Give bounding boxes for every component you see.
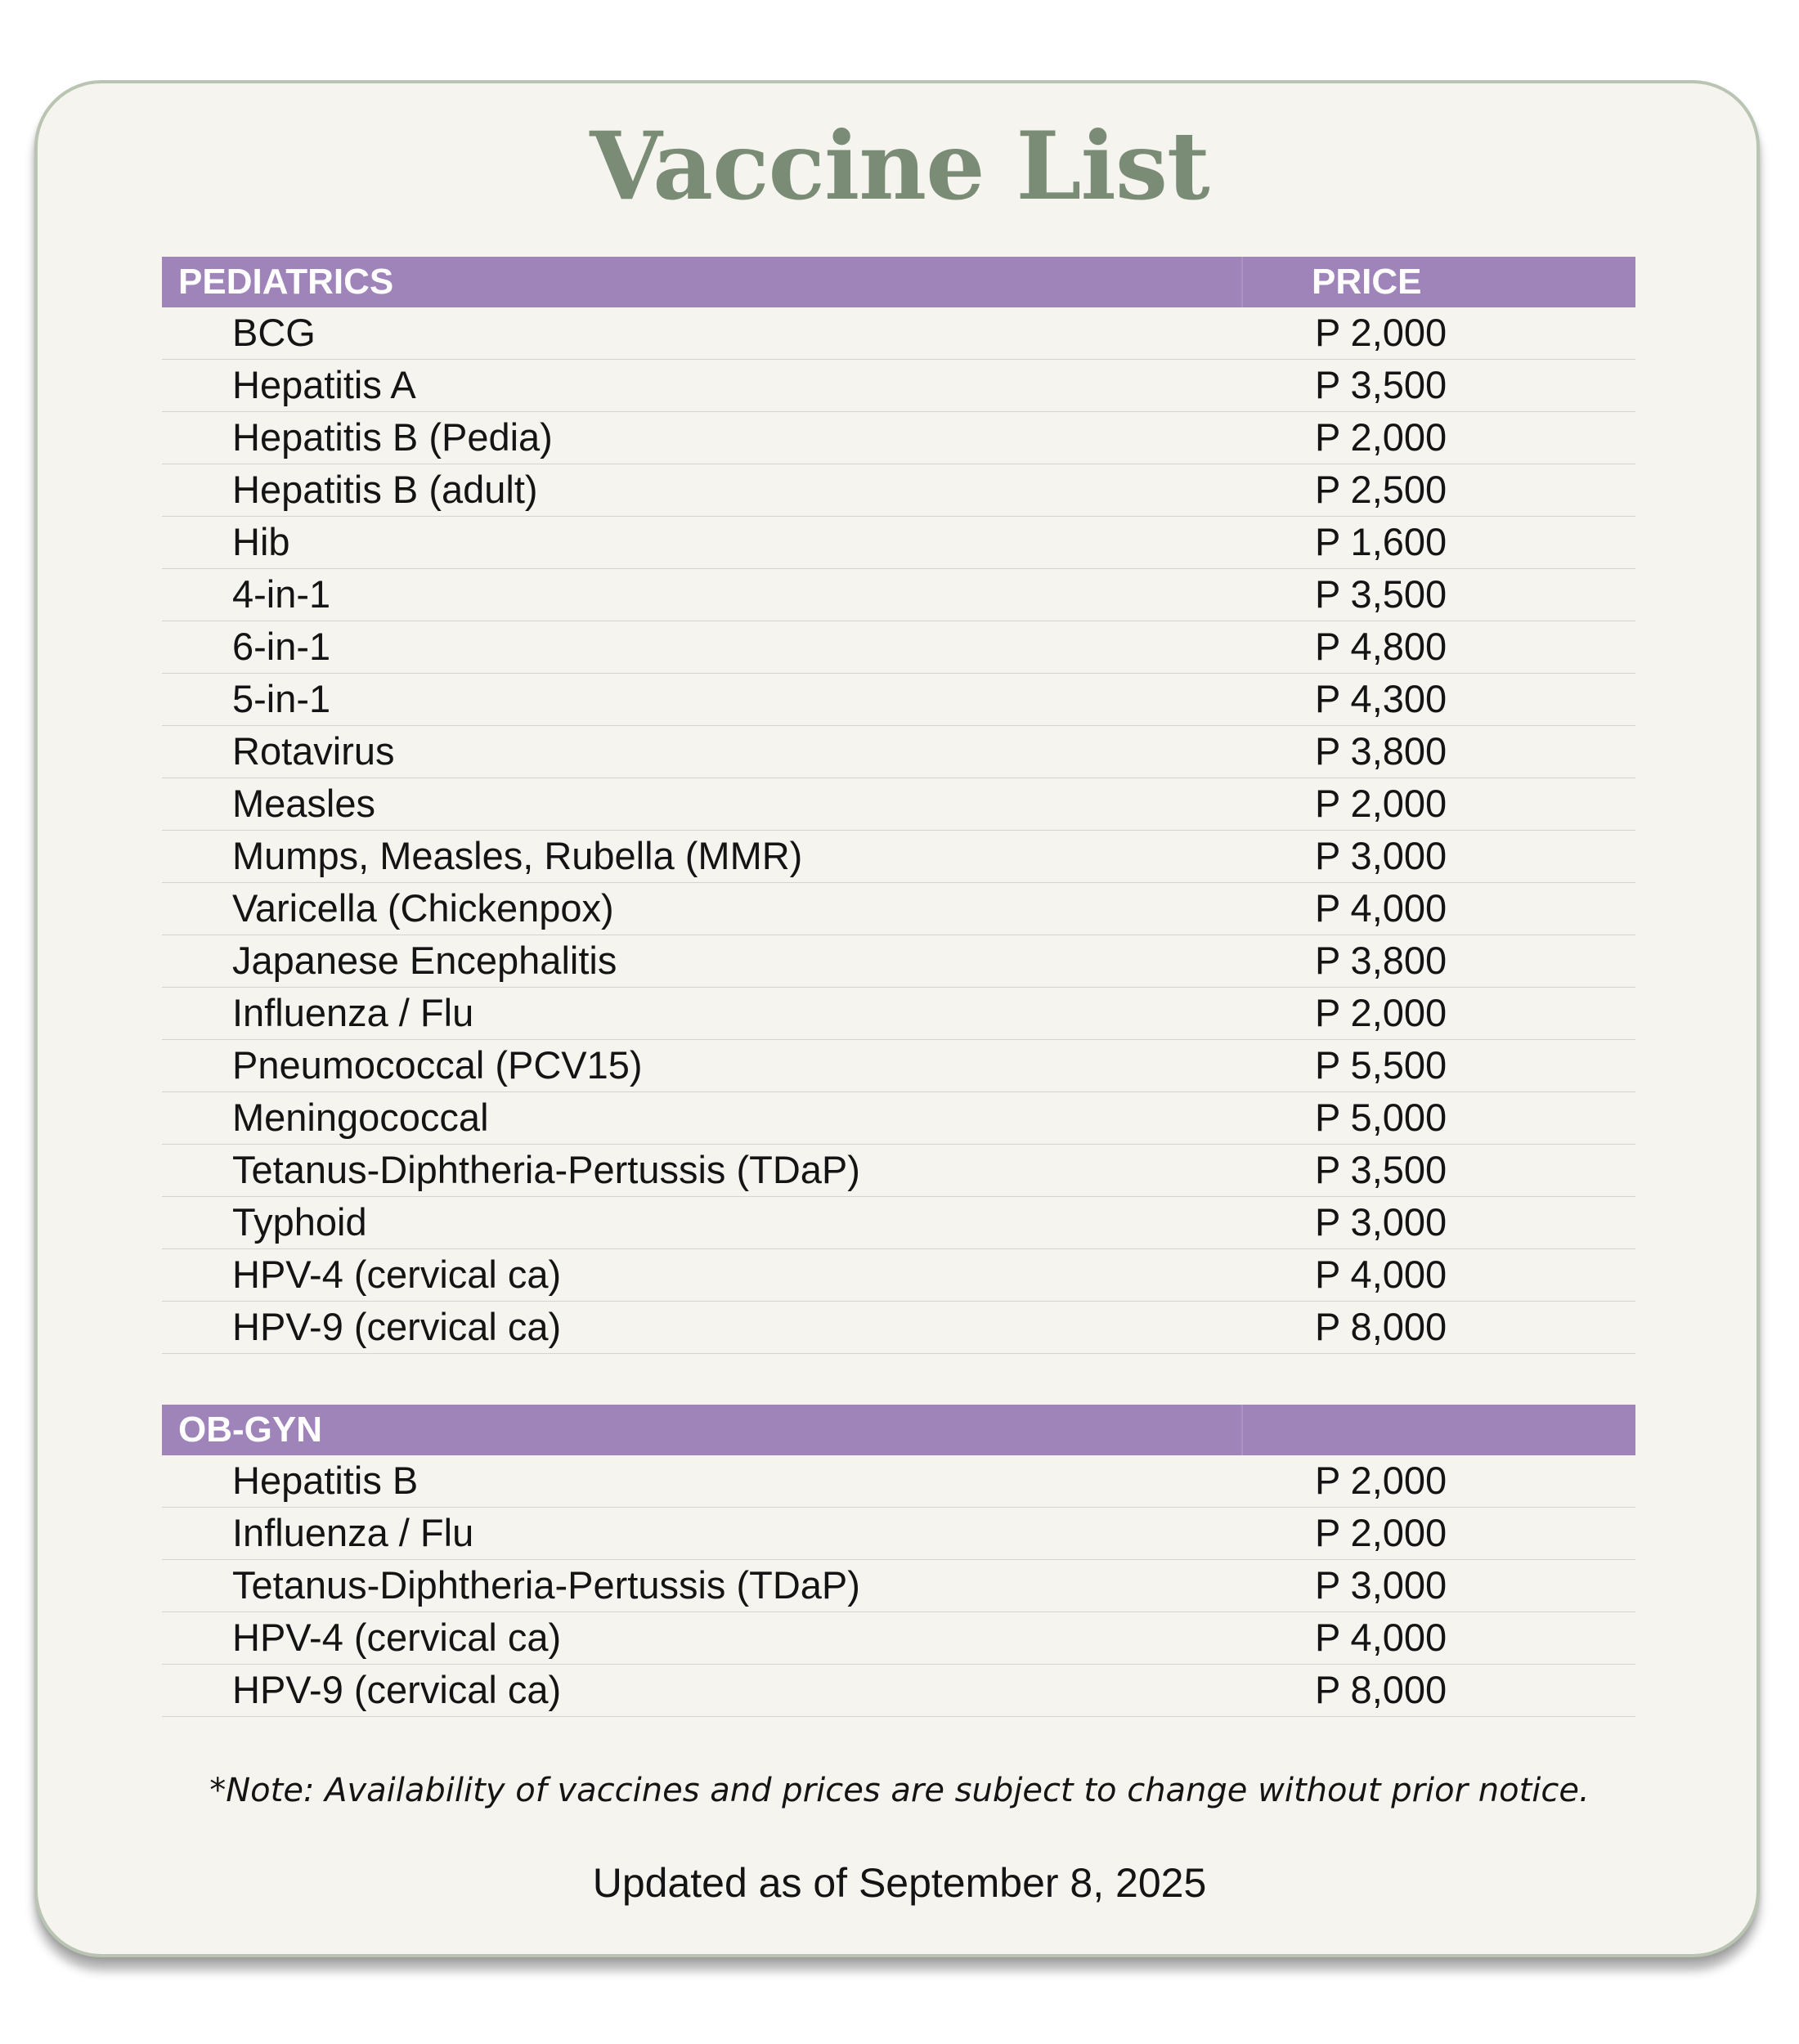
table-row (162, 1665, 1635, 1717)
vaccine-name: Tetanus-Diphtheria-Pertussis (TDaP) (232, 1148, 860, 1191)
vaccine-name: Varicella (Chickenpox) (232, 886, 614, 930)
vaccine-name: Measles (232, 782, 376, 825)
vaccine-price: P 4,800 (1315, 625, 1447, 668)
vaccine-price: P 3,000 (1315, 1200, 1447, 1244)
table-row (162, 517, 1635, 569)
table-row (162, 674, 1635, 726)
updated-date: Updated as of September 8, 2025 (592, 1860, 1207, 1906)
vaccine-price: P 3,500 (1315, 363, 1447, 406)
table-row (162, 1040, 1635, 1092)
table-row (162, 1145, 1635, 1197)
table-row (162, 1508, 1635, 1560)
table-row (162, 1560, 1635, 1612)
vaccine-price: P 8,000 (1315, 1668, 1447, 1711)
vaccine-price: P 5,500 (1315, 1043, 1447, 1087)
vaccine-price: P 2,000 (1315, 1511, 1447, 1554)
vaccine-name: Hib (232, 520, 290, 563)
table-row (162, 464, 1635, 517)
vaccine-price: P 3,000 (1315, 834, 1447, 877)
vaccine-price: P 5,000 (1315, 1096, 1447, 1139)
vaccine-name: HPV-4 (cervical ca) (232, 1253, 562, 1296)
vaccine-price: P 2,000 (1315, 991, 1447, 1034)
vaccine-price: P 3,500 (1315, 572, 1447, 616)
vaccine-name: Typhoid (232, 1200, 367, 1244)
vaccine-name: 6-in-1 (232, 625, 331, 668)
vaccine-name: Hepatitis B (Pedia) (232, 415, 553, 459)
header-divider (1241, 257, 1243, 307)
vaccine-name: Tetanus-Diphtheria-Pertussis (TDaP) (232, 1563, 860, 1607)
vaccine-price: P 4,300 (1315, 677, 1447, 720)
vaccine-price: P 4,000 (1315, 1253, 1447, 1296)
table-row (162, 1302, 1635, 1354)
table-row (162, 1092, 1635, 1145)
table-row (162, 1249, 1635, 1302)
section-title: OB-GYN (178, 1410, 322, 1450)
vaccine-name: HPV-4 (cervical ca) (232, 1616, 562, 1659)
vaccine-name: Hepatitis B (adult) (232, 468, 538, 511)
vaccine-price: P 2,000 (1315, 782, 1447, 825)
vaccine-price: P 2,000 (1315, 1459, 1447, 1502)
table-row (162, 935, 1635, 988)
vaccine-name: Meningococcal (232, 1096, 489, 1139)
vaccine-price: P 8,000 (1315, 1305, 1447, 1348)
vaccine-name: Hepatitis B (232, 1459, 419, 1502)
vaccine-price: P 3,000 (1315, 1563, 1447, 1607)
vaccine-name: 4-in-1 (232, 572, 331, 616)
vaccine-name: BCG (232, 311, 316, 354)
table-row (162, 360, 1635, 412)
price-column-header: PRICE (1312, 262, 1422, 302)
table-row (162, 1455, 1635, 1508)
vaccine-name: HPV-9 (cervical ca) (232, 1668, 562, 1711)
vaccine-price: P 2,500 (1315, 468, 1447, 511)
vaccine-name: Influenza / Flu (232, 991, 474, 1034)
table-row (162, 778, 1635, 831)
vaccine-price: P 2,000 (1315, 311, 1447, 354)
vaccine-price: P 1,600 (1315, 520, 1447, 563)
vaccine-name: Hepatitis A (232, 363, 416, 406)
section-header-pediatrics (162, 257, 1635, 307)
vaccine-name: Pneumococcal (PCV15) (232, 1043, 643, 1087)
vaccine-price: P 4,000 (1315, 886, 1447, 930)
vaccine-name: HPV-9 (cervical ca) (232, 1305, 562, 1348)
disclaimer-note: *Note: Availability of vaccines and prices are subject to change without prior notice. (209, 1772, 1590, 1809)
table-row (162, 726, 1635, 778)
table-row (162, 569, 1635, 621)
table-row (162, 307, 1635, 360)
vaccine-price: P 2,000 (1315, 415, 1447, 459)
table-row (162, 883, 1635, 935)
ob-gyn-list (162, 1455, 1635, 1717)
vaccine-price: P 3,800 (1315, 729, 1447, 773)
pediatrics-list (162, 307, 1635, 1354)
vaccine-price: P 3,800 (1315, 939, 1447, 982)
table-row (162, 621, 1635, 674)
vaccine-name: Japanese Encephalitis (232, 939, 617, 982)
table-row (162, 1197, 1635, 1249)
table-row (162, 831, 1635, 883)
vaccine-name: Rotavirus (232, 729, 395, 773)
vaccine-name: 5-in-1 (232, 677, 331, 720)
header-divider (1241, 1405, 1243, 1455)
table-row (162, 988, 1635, 1040)
vaccine-name: Influenza / Flu (232, 1511, 474, 1554)
vaccine-price: P 4,000 (1315, 1616, 1447, 1659)
table-row (162, 1612, 1635, 1665)
section-header-ob-gyn (162, 1405, 1635, 1455)
vaccine-name: Mumps, Measles, Rubella (MMR) (232, 834, 803, 877)
page-title: Vaccine List (590, 111, 1209, 221)
table-row (162, 412, 1635, 464)
vaccine-price: P 3,500 (1315, 1148, 1447, 1191)
section-title: PEDIATRICS (178, 262, 394, 302)
